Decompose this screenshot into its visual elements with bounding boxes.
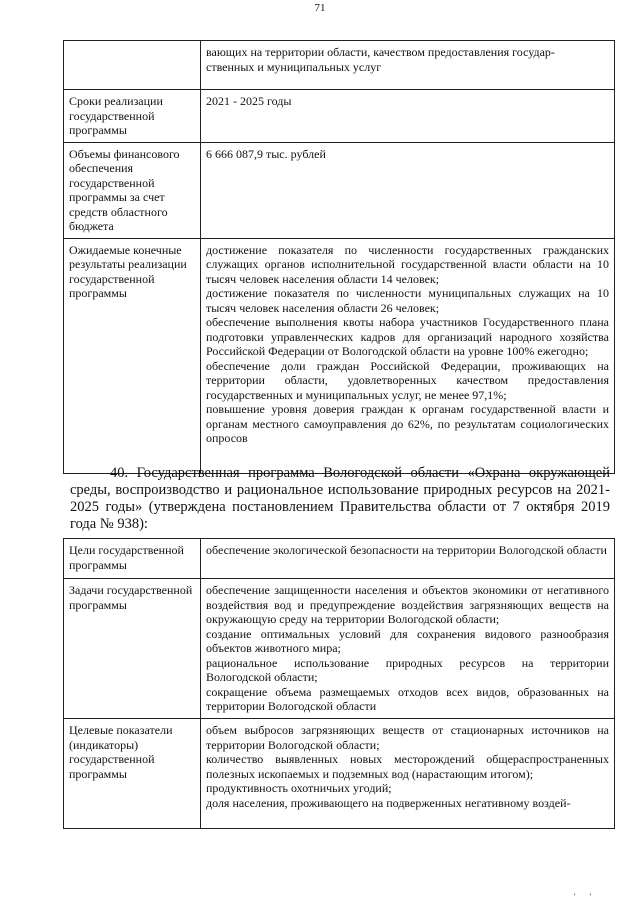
value-line: обеспечение выполнения квоты набора участников Государственного плана подготовки управленческих кадров для организаций народного хозяйства Российской Федерации от Вологодской области на уровне 100% ежегодно; xyxy=(206,315,609,358)
value-line: создание оптимальных условий для сохранения видового разнообразия объектов животного мира; xyxy=(206,626,609,655)
label-cell xyxy=(64,41,201,90)
value-cell xyxy=(201,539,615,579)
value-line: повышение уровня доверия граждан к органам государственной власти и органам местного самоуправления до 62%, по результатам социологических опросов xyxy=(206,402,609,445)
value-cell xyxy=(201,41,615,90)
label-cell: Объемы финансового обеспечения государственной программы за счет средств областного бюджета xyxy=(64,142,201,238)
value-line: доля населения, проживающего на подверженных негативному воздей- xyxy=(206,795,571,810)
value-line: продуктивность охотничьих угодий; xyxy=(206,781,392,795)
page-number: 71 xyxy=(314,2,326,14)
value-line: обеспечение доли граждан Российской Федерации, проживающих на территории области, удовлетворенных качеством предоставления государственных и муниципальных услуг, не менее 97,1%; xyxy=(206,358,609,402)
value-cell xyxy=(201,719,615,829)
label-cell: Целевые показатели (индикаторы) государственной программы xyxy=(64,719,201,829)
value-line: рациональное использование природных ресурсов на территории Вологодской области; xyxy=(206,655,609,684)
table-row xyxy=(64,90,615,143)
value-cell xyxy=(201,238,615,473)
table-row xyxy=(64,719,615,829)
program-passport-table-continued xyxy=(63,40,615,474)
section-40-heading-paragraph: 40. Государственная программа Вологодской области «Охрана окружающей среды, воспроизводство и рациональное использование природных ресурсов на 2021-2025 годы» (утверждена постановлением Правительства области от 7 октября 2019 года № 938): xyxy=(70,465,610,532)
value-line: сокращение объема размещаемых отходов всех видов, образованных на территории Вологодской области xyxy=(206,684,609,713)
value-line: достижение показателя по численности государственных гражданских служащих органов исполнительной государственной власти области на 10 тысяч человек населения области 14 человек; xyxy=(206,242,609,286)
corner-mark: ' ' xyxy=(574,892,597,901)
value-line: обеспечение экологической безопасности на территории Вологодской области xyxy=(206,543,607,557)
value-line: ственных и муниципальных услуг xyxy=(206,59,382,74)
table-row xyxy=(64,539,615,579)
table-row xyxy=(64,142,615,238)
value-line: объем выбросов загрязняющих веществ от стационарных источников на территории Вологодской области; xyxy=(206,723,609,752)
value-line: обеспечение защищенности населения и объектов экономики от негативного воздействия вод и предупреждение воздействия загрязняющих веществ на окружающую среду на территории Вологодской области; xyxy=(206,583,609,626)
value-line: количество выявленных новых месторождений общераспространенных полезных ископаемых и подземных вод (нарастающим итогом); xyxy=(206,752,609,781)
value-line: достижение показателя по численности муниципальных служащих на 10 тысяч человек населения области 26 человек; xyxy=(206,286,609,315)
value-cell xyxy=(201,142,615,238)
label-cell: Задачи государственной программы xyxy=(64,579,201,719)
value-line: вающих на территории области, качеством предоставления государ- xyxy=(206,45,555,59)
label-cell: Ожидаемые конечные результаты реализации государственной программы xyxy=(64,238,201,473)
value-line: 6 666 087,9 тыс. рублей xyxy=(206,146,326,161)
label-cell: Сроки реализации государственной программы xyxy=(64,90,201,143)
table-row xyxy=(64,238,615,473)
label-cell: Цели государственной программы xyxy=(64,539,201,579)
value-cell xyxy=(201,579,615,719)
program-passport-table xyxy=(63,538,615,829)
value-cell xyxy=(201,90,615,143)
value-line: 2021 - 2025 годы xyxy=(206,94,292,108)
table-row xyxy=(64,41,615,90)
table-row xyxy=(64,579,615,719)
